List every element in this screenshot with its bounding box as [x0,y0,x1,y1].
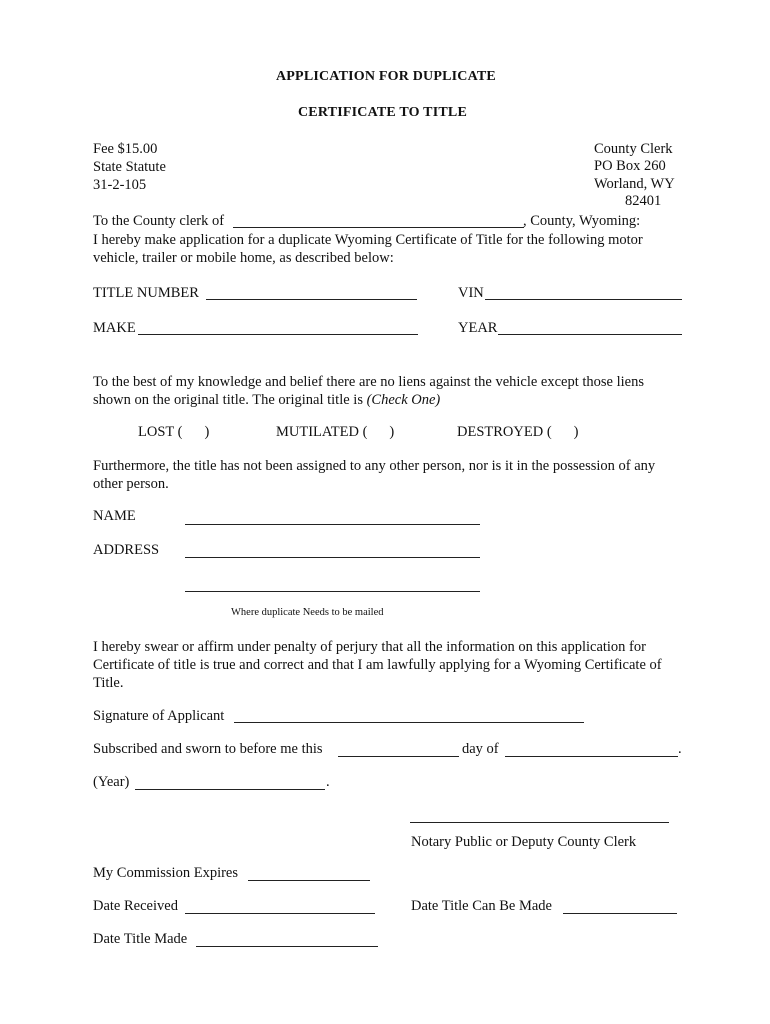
destroyed-close: ) [573,424,579,440]
date-title-made-field[interactable] [196,946,378,947]
name-label: NAME [93,508,136,524]
clerk-po-box: PO Box 260 [594,158,666,174]
statute-text: State Statute [93,159,166,175]
destroyed-label: DESTROYED ( [457,424,552,440]
year-sworn-field[interactable] [135,789,325,790]
address-field-line1[interactable] [185,557,480,558]
date-can-be-made-label: Date Title Can Be Made [411,898,552,914]
year-field[interactable] [498,334,682,335]
liens-text: To the best of my knowledge and belief there are no liens against the vehicle except those liens shown on the original title. The original title is [93,374,645,408]
notary-label: Notary Public or Deputy County Clerk [411,834,637,850]
name-field[interactable] [185,524,480,525]
check-one-note: (Check One) [366,392,441,408]
liens-paragraph [93,373,683,409]
subscribed-label: Subscribed and sworn to before me this [93,741,323,757]
lost-close: ) [204,424,210,440]
form-title-line1: APPLICATION FOR DUPLICATE [276,69,496,84]
lost-option[interactable] [138,424,209,441]
to-county-suffix: , County, Wyoming: [523,213,641,229]
sworn-period: . [678,741,682,757]
title-number-label: TITLE NUMBER [93,285,199,301]
assignment-text: Furthermore, the title has not been assigned to any other person, nor is it in the possession of any other person. [93,458,656,492]
commission-label: My Commission Expires [93,865,239,881]
make-label: MAKE [93,320,136,336]
mutilated-option[interactable] [276,424,394,441]
applicant-signature-field[interactable] [234,722,584,723]
mutilated-label: MUTILATED ( [276,424,368,440]
day-of-label: day of [462,741,499,757]
statute-number: 31-2-105 [93,177,147,193]
commission-expires-field[interactable] [248,880,370,881]
clerk-zip: 82401 [625,193,662,209]
oath-text: I hereby swear or affirm under penalty of perjury that all the information on this application for Certificate of title is true and correct and that I am lawfully applying for a Wyoming Certificate of Title. [93,639,662,691]
fee-text: Fee $15.00 [93,141,158,157]
mutilated-close: ) [389,424,395,440]
lost-label: LOST ( [138,424,183,440]
form-title-line2: CERTIFICATE TO TITLE [298,105,467,120]
sworn-month-field[interactable] [505,756,678,757]
date-received-field[interactable] [185,913,375,914]
application-text: I hereby make application for a duplicate Wyoming Certificate of Title for the following motor vehicle, trailer or mobile home, as described below: [93,232,643,266]
year-label: YEAR [458,320,498,336]
year-period: . [326,774,330,790]
year-sworn-label: (Year) [93,774,130,790]
to-county-prefix: To the County clerk of [93,213,225,229]
clerk-city-state: Worland, WY [594,176,675,192]
county-name-field[interactable] [233,227,524,228]
mailing-note: Where duplicate Needs to be mailed [231,607,384,618]
clerk-office: County Clerk [594,141,673,157]
title-number-field[interactable] [206,299,417,300]
applicant-signature-label: Signature of Applicant [93,708,225,724]
date-title-made-label: Date Title Made [93,931,188,947]
address-label: ADDRESS [93,542,160,558]
notary-signature-field[interactable] [410,822,669,823]
make-field[interactable] [138,334,418,335]
sworn-day-field[interactable] [338,756,459,757]
date-can-be-made-field[interactable] [563,913,677,914]
address-field-line2[interactable] [185,591,480,592]
destroyed-option[interactable] [457,424,579,441]
date-received-label: Date Received [93,898,178,914]
vin-label: VIN [458,285,484,301]
vin-field[interactable] [485,299,682,300]
